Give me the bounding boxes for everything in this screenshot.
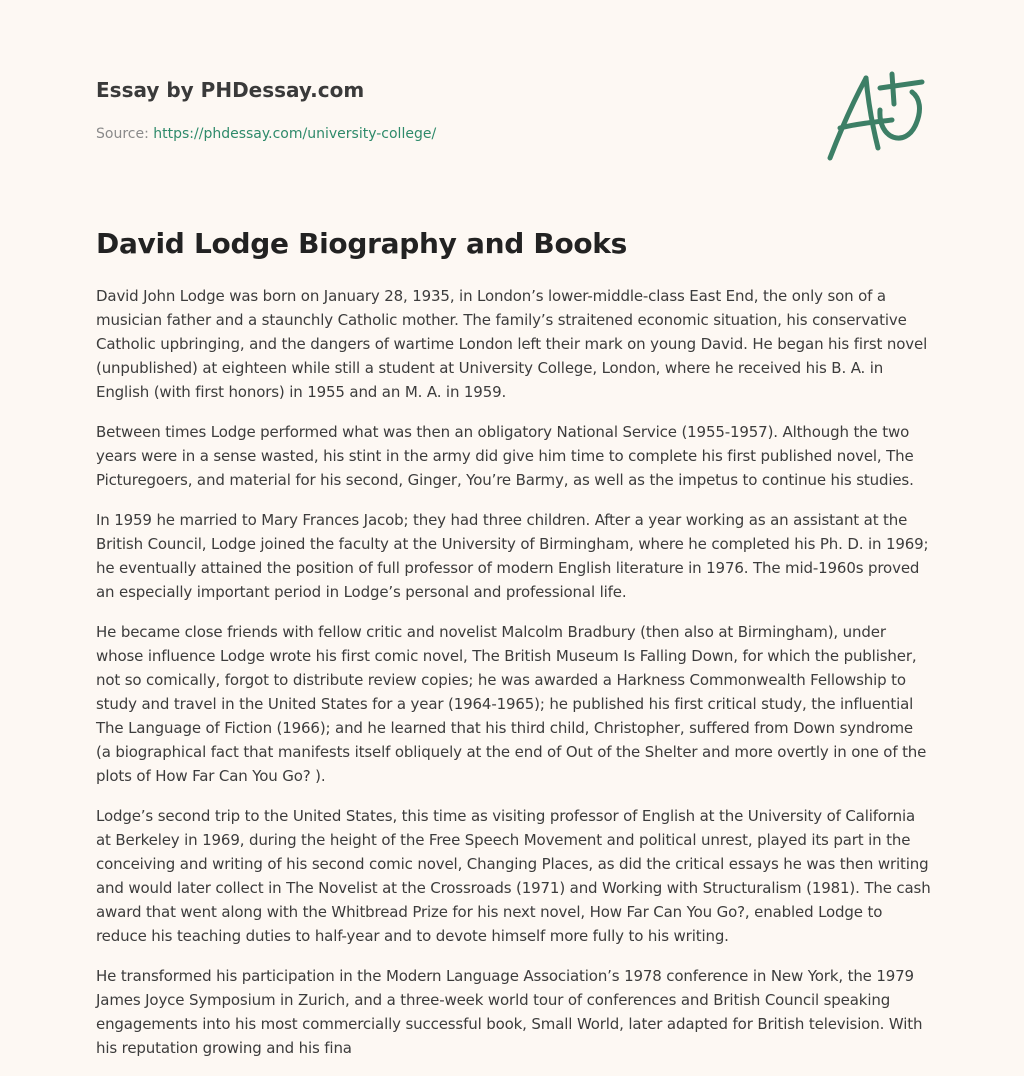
paragraph: In 1959 he married to Mary Frances Jacob; they had three children. After a year working as an assistant at the British Council, Lodge joined the faculty at the University of Birmingham, where he completed his Ph. D. in 1969; he eventually attained the position of full professor of modern English literature in 1976. The mid-1960s proved an especially important period in Lodge’s personal and professional life. <box>96 511 929 601</box>
source-label: Source: <box>96 126 154 142</box>
essay-header <box>96 76 936 144</box>
paragraph: Between times Lodge performed what was then an obligatory National Service (1955-1957). Although the two years were in a sense wasted, his stint in the army did give him time to complete his first published novel, The Picturegoers, and material for his second, Ginger, You’re Barmy, as well as the impetus to continue his studies. <box>96 423 914 489</box>
essay-title: David Lodge Biography and Books <box>96 227 627 260</box>
source-line <box>96 124 936 144</box>
paragraph: Lodge’s second trip to the United States, this time as visiting professor of English at the University of California at Berkeley in 1969, during the height of the Free Speech Movement and political unrest, played its part in the conceiving and writing of his second comic novel, Changing Places, as did the critical essays he was then writing and would later collect in The Novelist at the Crossroads (1971) and Working with Structuralism (1981). The cash award that went along with the Whitbread Prize for his next novel, How Far Can You Go?, enabled Lodge to reduce his teaching duties to half-year and to devote himself more fully to his writing. <box>96 807 931 945</box>
site-title: Essay by PHDessay.com <box>96 78 365 102</box>
essay-body <box>96 284 932 1076</box>
paragraph: David John Lodge was born on January 28, 1935, in London’s lower-middle-class East End, the only son of a musician father and a staunchly Catholic mother. The family’s straitened economic situation, his conservative Catholic upbringing, and the dangers of wartime London left their mark on young David. He began his first novel (unpublished) at eighteen while still a student at University College, London, where he received his B. A. in English (with first honors) in 1955 and an M. A. in 1959. <box>96 287 928 401</box>
paragraph: He transformed his participation in the Modern Language Association’s 1978 conference in New York, the 1979 James Joyce Symposium in Zurich, and a three-week world tour of conferences and British Council speaking engagements into his most commercially successful book, Small World, later adapted for British television. With his reputation growing and his fina <box>96 967 923 1057</box>
source-link[interactable]: https://phdessay.com/university-college/ <box>153 126 437 142</box>
paragraph: He became close friends with fellow critic and novelist Malcolm Bradbury (then also at Birmingham), under whose influence Lodge wrote his first comic novel, The British Museum Is Falling Down, for which the publisher, not so comically, forgot to distribute review copies; he was awarded a Harkness Commonwealth Fellowship to study and travel in the United States for a year (1964-1965); he published his first critical study, the influential The Language of Fiction (1966); and he learned that his third child, Christopher, suffered from Down syndrome (a biographical fact that manifests itself obliquely at the end of Out of the Shelter and more overtly in one of the plots of How Far Can You Go? ). <box>96 623 927 785</box>
a-plus-grade-icon <box>822 66 928 166</box>
